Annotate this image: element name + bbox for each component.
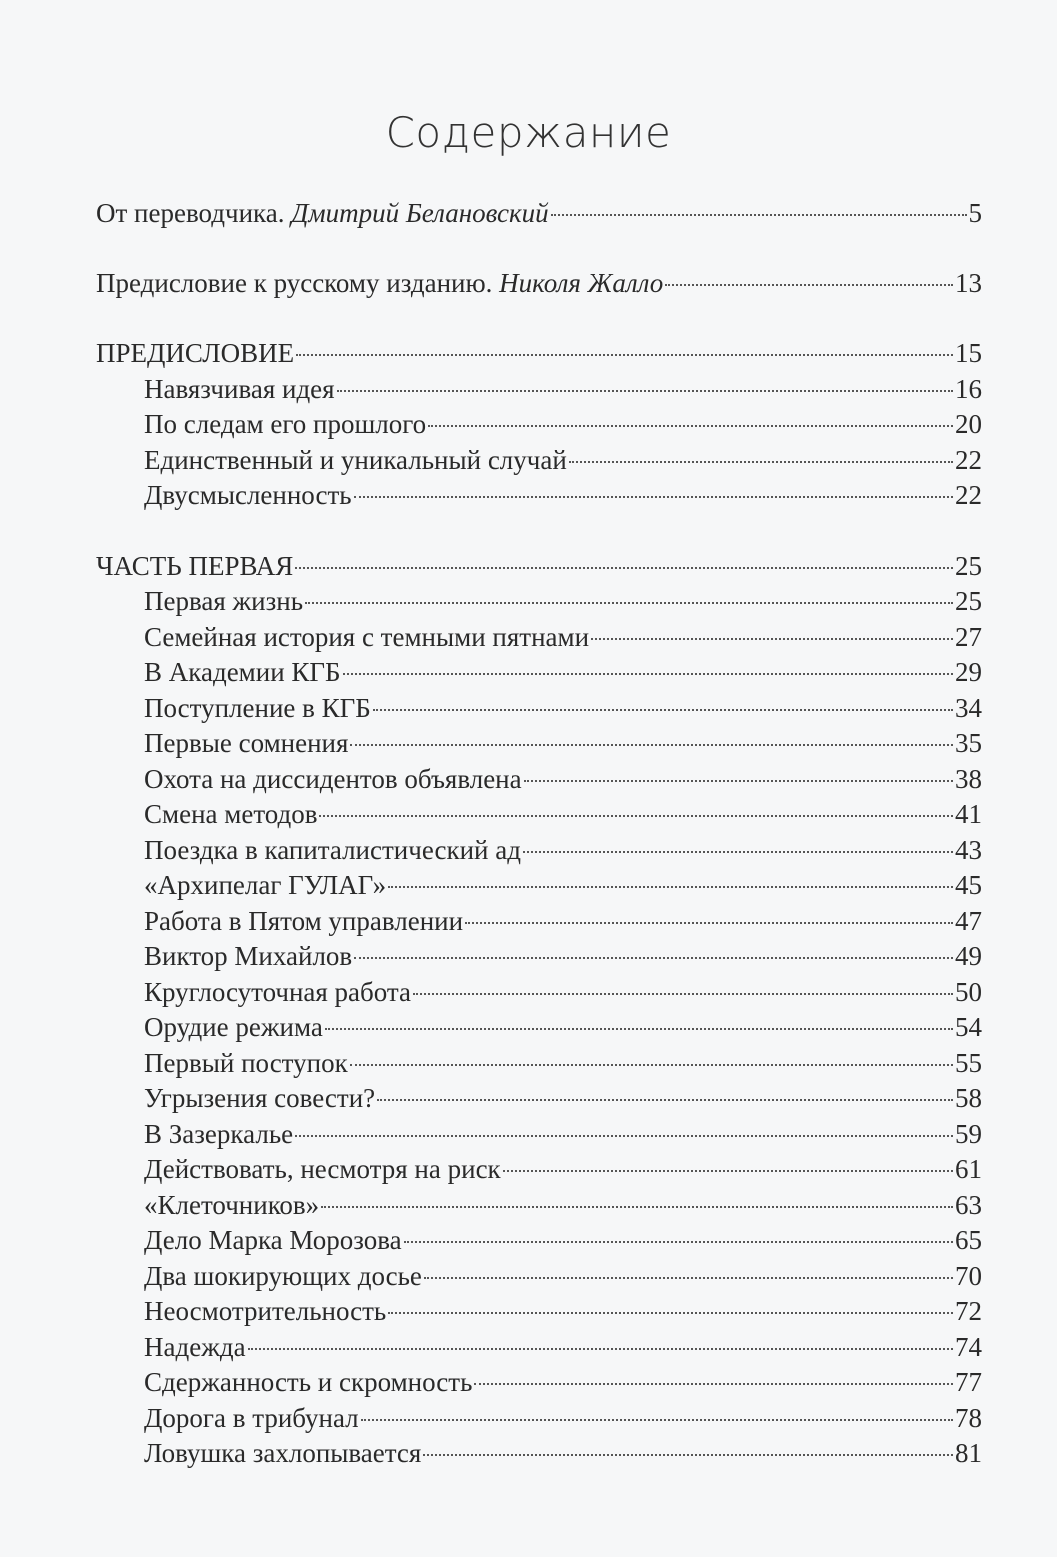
toc-entry-title [96, 867, 386, 903]
toc-entry-title [96, 619, 589, 655]
page-title: Содержание [385, 108, 672, 157]
toc-entry-title [96, 974, 411, 1010]
toc-page-number: 27 [955, 622, 982, 652]
toc-page-number: 22 [955, 445, 982, 475]
toc-entry-title [96, 548, 293, 584]
toc-entry-text: В Академии КГБ [144, 657, 341, 687]
toc-entry-text: Надежда [144, 1332, 246, 1362]
toc-entry [96, 1009, 982, 1045]
toc-entry-title [96, 1151, 501, 1187]
toc-entry [96, 725, 982, 761]
toc-entry-text: В Зазеркалье [144, 1119, 294, 1149]
toc-entry-title [96, 654, 341, 690]
toc-entry-text: Виктор Михайлов [144, 941, 353, 971]
toc-entry [96, 195, 982, 231]
toc-entry [96, 1435, 982, 1471]
toc-entry-title [96, 1222, 402, 1258]
toc-entry-text: ПРЕДИСЛОВИЕ [96, 338, 295, 368]
dot-leader [354, 496, 953, 498]
toc-page-number: 5 [968, 198, 982, 228]
dot-leader [413, 993, 953, 995]
toc-page-number: 49 [955, 941, 982, 971]
toc-page-number: 38 [955, 764, 982, 794]
toc-entry-text: По следам его прошлого [144, 409, 427, 439]
toc-entry-title [96, 938, 352, 974]
toc-entry-title [96, 442, 567, 478]
toc-entry-text: Единственный и уникальный случай [144, 445, 567, 475]
toc-entry-title [96, 477, 352, 513]
toc-entry-text: Охота на диссидентов объявлена [144, 764, 522, 794]
toc-entry-text: Поездка в капиталистический ад [144, 835, 521, 865]
toc-page-number: 59 [955, 1119, 982, 1149]
dot-leader [350, 1064, 953, 1066]
toc-page-number: 25 [955, 586, 982, 616]
toc-page-number: 13 [955, 268, 982, 298]
toc-entry-text: «Архипелаг ГУЛАГ» [144, 870, 387, 900]
toc-page-number: 61 [955, 1154, 982, 1184]
toc-entry [96, 1293, 982, 1329]
dot-leader [428, 425, 953, 427]
toc-page-number: 74 [955, 1332, 982, 1362]
dot-leader [295, 1135, 953, 1137]
toc-entry-author: Николя Жалло [499, 268, 664, 298]
dot-leader [295, 567, 953, 569]
toc-entry-title [96, 903, 463, 939]
toc-entry [96, 903, 982, 939]
toc-entry-text: Дорога в трибунал [144, 1403, 359, 1433]
dot-leader [388, 1312, 953, 1314]
toc-page-number: 63 [955, 1190, 982, 1220]
toc-entry-text: Первые сомнения [144, 728, 349, 758]
toc-entry-title [96, 690, 371, 726]
toc-entry [96, 335, 982, 371]
toc-entry-text: Дело Марка Морозова [144, 1225, 402, 1255]
toc-entry-title [96, 371, 335, 407]
toc-entry [96, 974, 982, 1010]
toc-entry-title [96, 1080, 375, 1116]
dot-leader [296, 354, 953, 356]
toc-page-number: 81 [955, 1438, 982, 1468]
toc-page-number: 78 [955, 1403, 982, 1433]
toc-entry [96, 265, 982, 301]
toc-entry [96, 690, 982, 726]
toc-entry [96, 1080, 982, 1116]
toc-entry [96, 548, 982, 584]
dot-leader [319, 815, 953, 817]
toc-entry-title [96, 1293, 386, 1329]
toc-entry [96, 371, 982, 407]
toc-page-number: 25 [955, 551, 982, 581]
toc-page-number: 22 [955, 480, 982, 510]
toc-entry [96, 1400, 982, 1436]
toc-entry [96, 1151, 982, 1187]
toc-entry-title [96, 195, 549, 231]
dot-leader [591, 638, 953, 640]
dot-leader [388, 886, 953, 888]
toc-page-number: 72 [955, 1296, 982, 1326]
toc-entry-text: Два шокирующих досье [144, 1261, 422, 1291]
toc-entry-title [96, 1116, 293, 1152]
toc-entry [96, 1364, 982, 1400]
toc-entry-title [96, 406, 426, 442]
toc-entry [96, 796, 982, 832]
toc-page-number: 45 [955, 870, 982, 900]
toc-entry-author: Дмитрий Белановский [291, 198, 549, 228]
toc-entry-title [96, 1258, 422, 1294]
toc-page-number: 70 [955, 1261, 982, 1291]
toc-entry-title [96, 1364, 472, 1400]
toc-entry [96, 832, 982, 868]
toc-page-number: 55 [955, 1048, 982, 1078]
toc-entry [96, 867, 982, 903]
dot-leader [373, 709, 953, 711]
toc-entry-text: Предисловие к русскому изданию. [96, 268, 500, 298]
toc-entry-text: Ловушка захлопывается [144, 1438, 422, 1468]
toc-entry-text: Навязчивая идея [144, 374, 335, 404]
toc-entry [96, 761, 982, 797]
toc-entry-title [96, 1435, 421, 1471]
toc-page-number: 15 [955, 338, 982, 368]
toc-entry-text: Неосмотрительность [144, 1296, 387, 1326]
dot-leader [350, 744, 953, 746]
toc-entry-text: «Клеточников» [144, 1190, 320, 1220]
toc-page-number: 77 [955, 1367, 982, 1397]
toc-entry [96, 1258, 982, 1294]
toc-entry [96, 406, 982, 442]
dot-leader [423, 1454, 953, 1456]
toc-entry-text: От переводчика. [96, 198, 292, 228]
dot-leader [354, 957, 953, 959]
dot-leader [465, 922, 953, 924]
toc-entry-title [96, 1329, 246, 1365]
toc-page-number: 58 [955, 1083, 982, 1113]
toc-page-number: 34 [955, 693, 982, 723]
dot-leader [305, 602, 953, 604]
toc-entry-text: Сдержанность и скромность [144, 1367, 473, 1397]
toc-entry [96, 938, 982, 974]
toc-entry-text: Семейная история с темными пятнами [144, 622, 590, 652]
toc-entry-text: Поступление в КГБ [144, 693, 371, 723]
toc-entry [96, 1222, 982, 1258]
toc-page-number: 20 [955, 409, 982, 439]
toc-page-number: 43 [955, 835, 982, 865]
dot-leader [474, 1383, 953, 1385]
toc-entry-title [96, 1400, 359, 1436]
toc-page-number: 54 [955, 1012, 982, 1042]
toc-entry-text: Орудие режима [144, 1012, 323, 1042]
toc-entry [96, 1045, 982, 1081]
toc-entry-text: ЧАСТЬ ПЕРВАЯ [96, 551, 294, 581]
dot-leader [503, 1170, 953, 1172]
toc-page-number: 47 [955, 906, 982, 936]
toc-page-number: 50 [955, 977, 982, 1007]
toc-entry-text: Первый поступок [144, 1048, 348, 1078]
toc-entry [96, 654, 982, 690]
toc-entry [96, 1116, 982, 1152]
dot-leader [569, 461, 953, 463]
toc-entry [96, 442, 982, 478]
toc-entry-title [96, 1045, 348, 1081]
toc-entry-title [96, 335, 294, 371]
toc-entry-title [96, 1009, 323, 1045]
dot-leader [343, 673, 953, 675]
toc-entry-text: Угрызения совести? [144, 1083, 376, 1113]
dot-leader [361, 1419, 953, 1421]
toc-entry-title [96, 761, 522, 797]
dot-leader [337, 390, 953, 392]
dot-leader [551, 214, 967, 216]
toc-entry-text: Работа в Пятом управлении [144, 906, 464, 936]
toc-entry-text: Первая жизнь [144, 586, 304, 616]
dot-leader [665, 284, 953, 286]
dot-leader [404, 1241, 953, 1243]
dot-leader [325, 1028, 953, 1030]
toc-page-number: 16 [955, 374, 982, 404]
dot-leader [248, 1348, 953, 1350]
toc-entry-text: Действовать, несмотря на риск [144, 1154, 501, 1184]
toc-entry-title [96, 725, 348, 761]
toc-page-number: 29 [955, 657, 982, 687]
toc-entry [96, 477, 982, 513]
toc-entry [96, 1329, 982, 1365]
dot-leader [524, 780, 953, 782]
toc-entry-text: Смена методов [144, 799, 318, 829]
toc-entry-text: Двусмысленность [144, 480, 352, 510]
toc-entry-title [96, 832, 521, 868]
dot-leader [377, 1099, 953, 1101]
toc-page-number: 41 [955, 799, 982, 829]
toc-entry-title [96, 583, 303, 619]
toc-entry [96, 583, 982, 619]
toc-entry-text: Круглосуточная работа [144, 977, 412, 1007]
dot-leader [424, 1277, 953, 1279]
dot-leader [321, 1206, 953, 1208]
toc-page-number: 65 [955, 1225, 982, 1255]
toc-entry-title [96, 1187, 319, 1223]
toc-page-number: 35 [955, 728, 982, 758]
toc-entry [96, 619, 982, 655]
dot-leader [523, 851, 953, 853]
toc-entry-title [96, 796, 317, 832]
toc-entry [96, 1187, 982, 1223]
toc-entry-title [96, 265, 663, 301]
